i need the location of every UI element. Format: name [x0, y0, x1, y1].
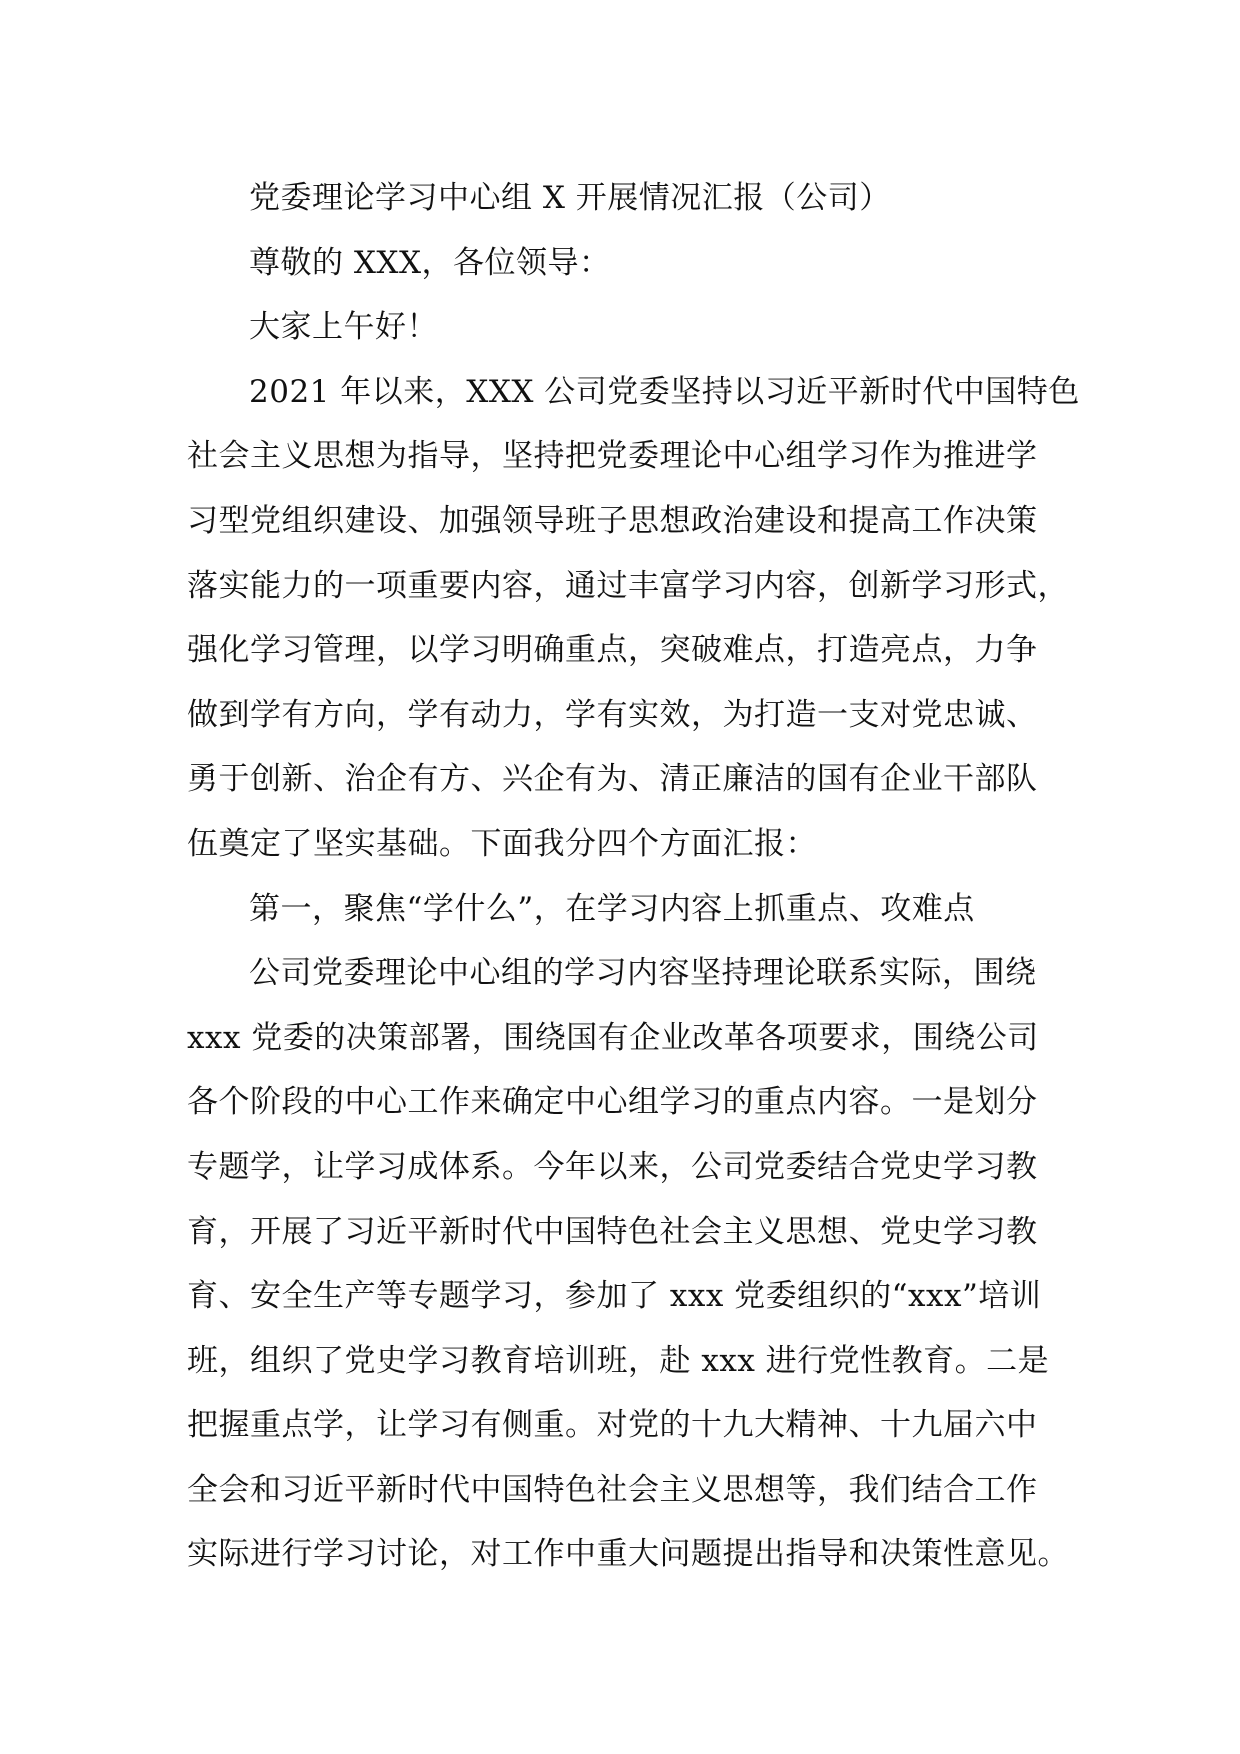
intro-line: 强化学习管理，以学习明确重点，突破难点，打造亮点，力争	[187, 632, 1038, 669]
intro-paragraph	[187, 360, 1080, 877]
section-line: 全会和习近平新时代中国特色社会主义思想等，我们结合工作	[187, 1471, 1038, 1508]
document-body	[187, 166, 1080, 1587]
section-heading: 第一，聚焦“学什么”，在学习内容上抓重点、攻难点	[249, 890, 975, 927]
section-line: 把握重点学，让学习有侧重。对党的十九大精神、十九届六中	[187, 1407, 1038, 1444]
greeting: 大家上午好！	[249, 309, 438, 346]
intro-line: 落实能力的一项重要内容，通过丰富学习内容，创新学习形式，	[187, 567, 1069, 604]
section-line: 实际进行学习讨论，对工作中重大问题提出指导和决策性意见。	[187, 1536, 1069, 1573]
section-line: xxx 党委的决策部署，围绕国有企业改革各项要求，围绕公司	[187, 1019, 1039, 1056]
section-line: 专题学，让学习成体系。今年以来，公司党委结合党史学习教	[187, 1148, 1038, 1185]
section-line: 各个阶段的中心工作来确定中心组学习的重点内容。一是划分	[187, 1084, 1038, 1121]
intro-line: 习型党组织建设、加强领导班子思想政治建设和提高工作决策	[187, 502, 1038, 539]
intro-line: 勇于创新、治企有方、兴企有为、清正廉洁的国有企业干部队	[187, 761, 1038, 798]
section-line: 班，组织了党史学习教育培训班，赴 xxx 进行党性教育。二是	[187, 1342, 1050, 1379]
intro-line: 伍奠定了坚实基础。下面我分四个方面汇报：	[187, 825, 817, 862]
section-line: 育、安全生产等专题学习，参加了 xxx 党委组织的“xxx”培训	[187, 1278, 1042, 1315]
intro-line: 做到学有方向，学有动力，学有实效，为打造一支对党忠诚、	[187, 696, 1038, 733]
salutation: 尊敬的 XXX，各位领导：	[249, 244, 611, 281]
intro-line: 2021 年以来，XXX 公司党委坚持以习近平新时代中国特色	[249, 373, 1080, 410]
document-title: 党委理论学习中心组 X 开展情况汇报（公司）	[249, 180, 891, 216]
section-paragraph	[187, 941, 1067, 1587]
section-line: 公司党委理论中心组的学习内容坚持理论联系实际，围绕	[249, 955, 1037, 992]
section-line: 育，开展了习近平新时代中国特色社会主义思想、党史学习教	[187, 1213, 1038, 1250]
intro-line: 社会主义思想为指导，坚持把党委理论中心组学习作为推进学	[187, 438, 1038, 475]
